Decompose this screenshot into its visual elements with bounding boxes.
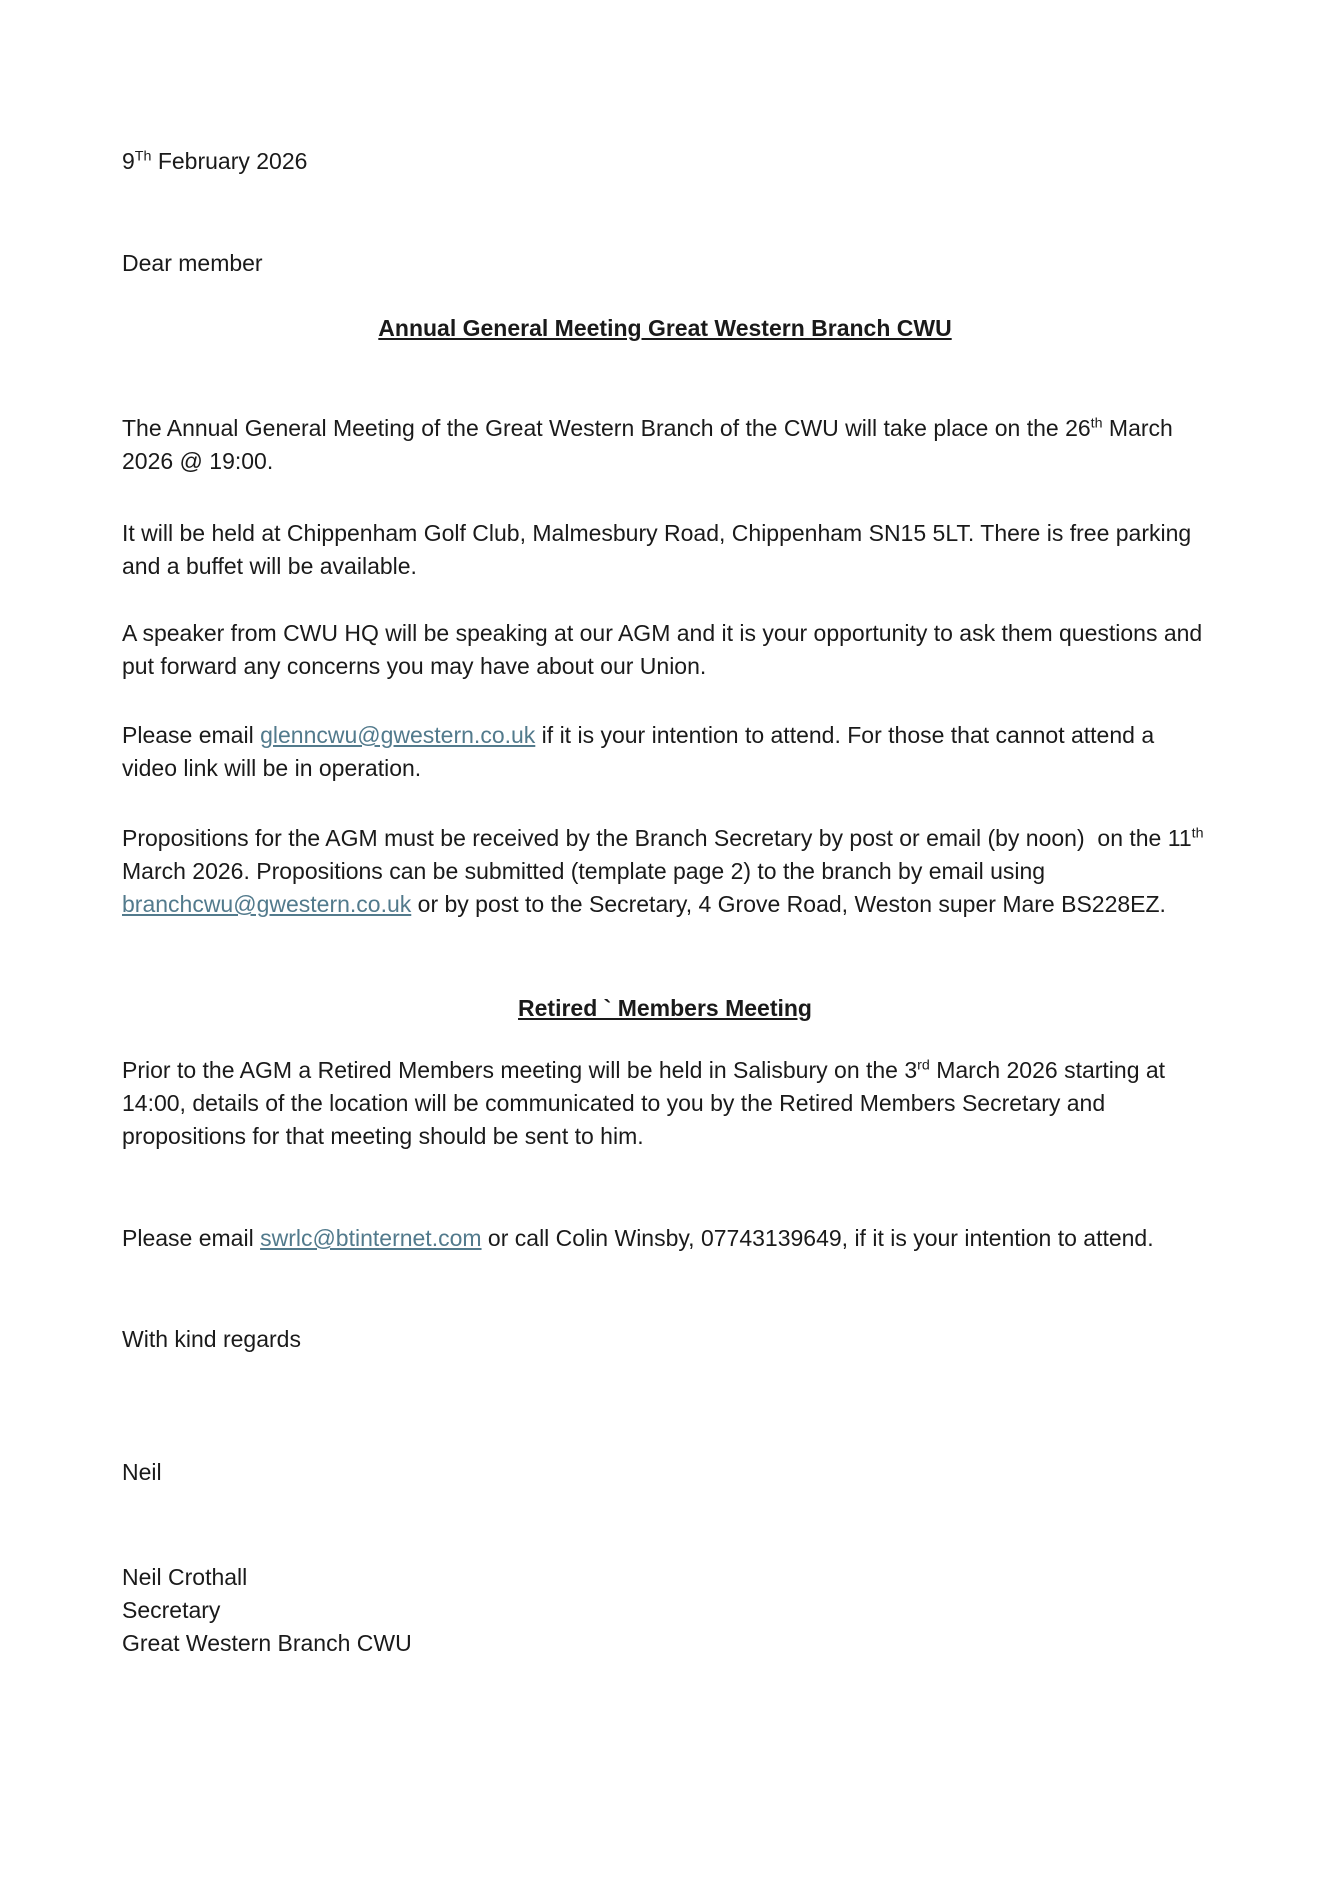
date-day: 9	[122, 148, 135, 174]
retired-intro-ordinal: rd	[917, 1057, 930, 1074]
agm-email-link[interactable]: glenncwu@gwestern.co.uk	[260, 722, 536, 748]
date-rest: February 2026	[151, 148, 308, 174]
speaker-paragraph: A speaker from CWU HQ will be speaking at our AGM and it is your opportunity to ask them questions and put forward any concerns you may have about our Union.	[122, 620, 1209, 679]
retired-intro-after: March 2026 starting at 14:00, details of the location will be communicated to you by the Retired Members Secretary and propositions for that meeting should be sent to him.	[122, 1057, 1172, 1149]
retired-attend-after: or call Colin Winsby, 07743139649, if it is your intention to attend.	[481, 1225, 1154, 1251]
agm-intro-after: March 2026 @ 19:00.	[122, 415, 1180, 474]
agm-intro-ordinal: th	[1090, 415, 1103, 432]
retired-email-link[interactable]: swrlc@btinternet.com	[260, 1225, 482, 1251]
agm-intro-before: The Annual General Meeting of the Great Western Branch of the CWU will take place on the 26	[122, 415, 1091, 441]
retired-attend-before: Please email	[122, 1225, 261, 1251]
date-ordinal: Th	[134, 148, 152, 165]
letter-date	[122, 145, 1208, 178]
propositions-middle: March 2026. Propositions can be submitted (template page 2) to the branch by email using	[122, 825, 1210, 884]
attend-before: Please email	[122, 722, 261, 748]
signature-title: Secretary	[122, 1597, 221, 1623]
signature-name: Neil Crothall	[122, 1564, 248, 1590]
closing: With kind regards	[122, 1326, 301, 1352]
attend-paragraph	[122, 719, 1208, 785]
attend-after: if it is your intention to attend. For those that cannot attend a video link will be in operation.	[122, 722, 1161, 781]
retired-heading: Retired ` Members Meeting	[518, 995, 812, 1021]
agm-intro-paragraph	[122, 412, 1208, 478]
retired-intro-paragraph	[122, 1054, 1208, 1153]
propositions-paragraph	[122, 822, 1208, 921]
branch-email-link[interactable]: branchcwu@gwestern.co.uk	[122, 891, 412, 917]
signature-first-name: Neil	[122, 1459, 162, 1485]
salutation: Dear member	[122, 250, 263, 276]
propositions-after: or by post to the Secretary, 4 Grove Road, Weston super Mare BS228EZ.	[411, 891, 1166, 917]
retired-intro-before: Prior to the AGM a Retired Members meeting will be held in Salisbury on the 3	[122, 1057, 918, 1083]
propositions-before: Propositions for the AGM must be received by the Branch Secretary by post or email (by noon) on the 11	[122, 825, 1192, 851]
propositions-ordinal: th	[1191, 825, 1204, 842]
retired-attend-paragraph	[122, 1222, 1208, 1255]
venue-paragraph: It will be held at Chippenham Golf Club, Malmesbury Road, Chippenham SN15 5LT. There is free parking and a buffet will be available.	[122, 520, 1198, 579]
agm-heading: Annual General Meeting Great Western Branch CWU	[378, 315, 952, 341]
signature-org: Great Western Branch CWU	[122, 1630, 412, 1656]
